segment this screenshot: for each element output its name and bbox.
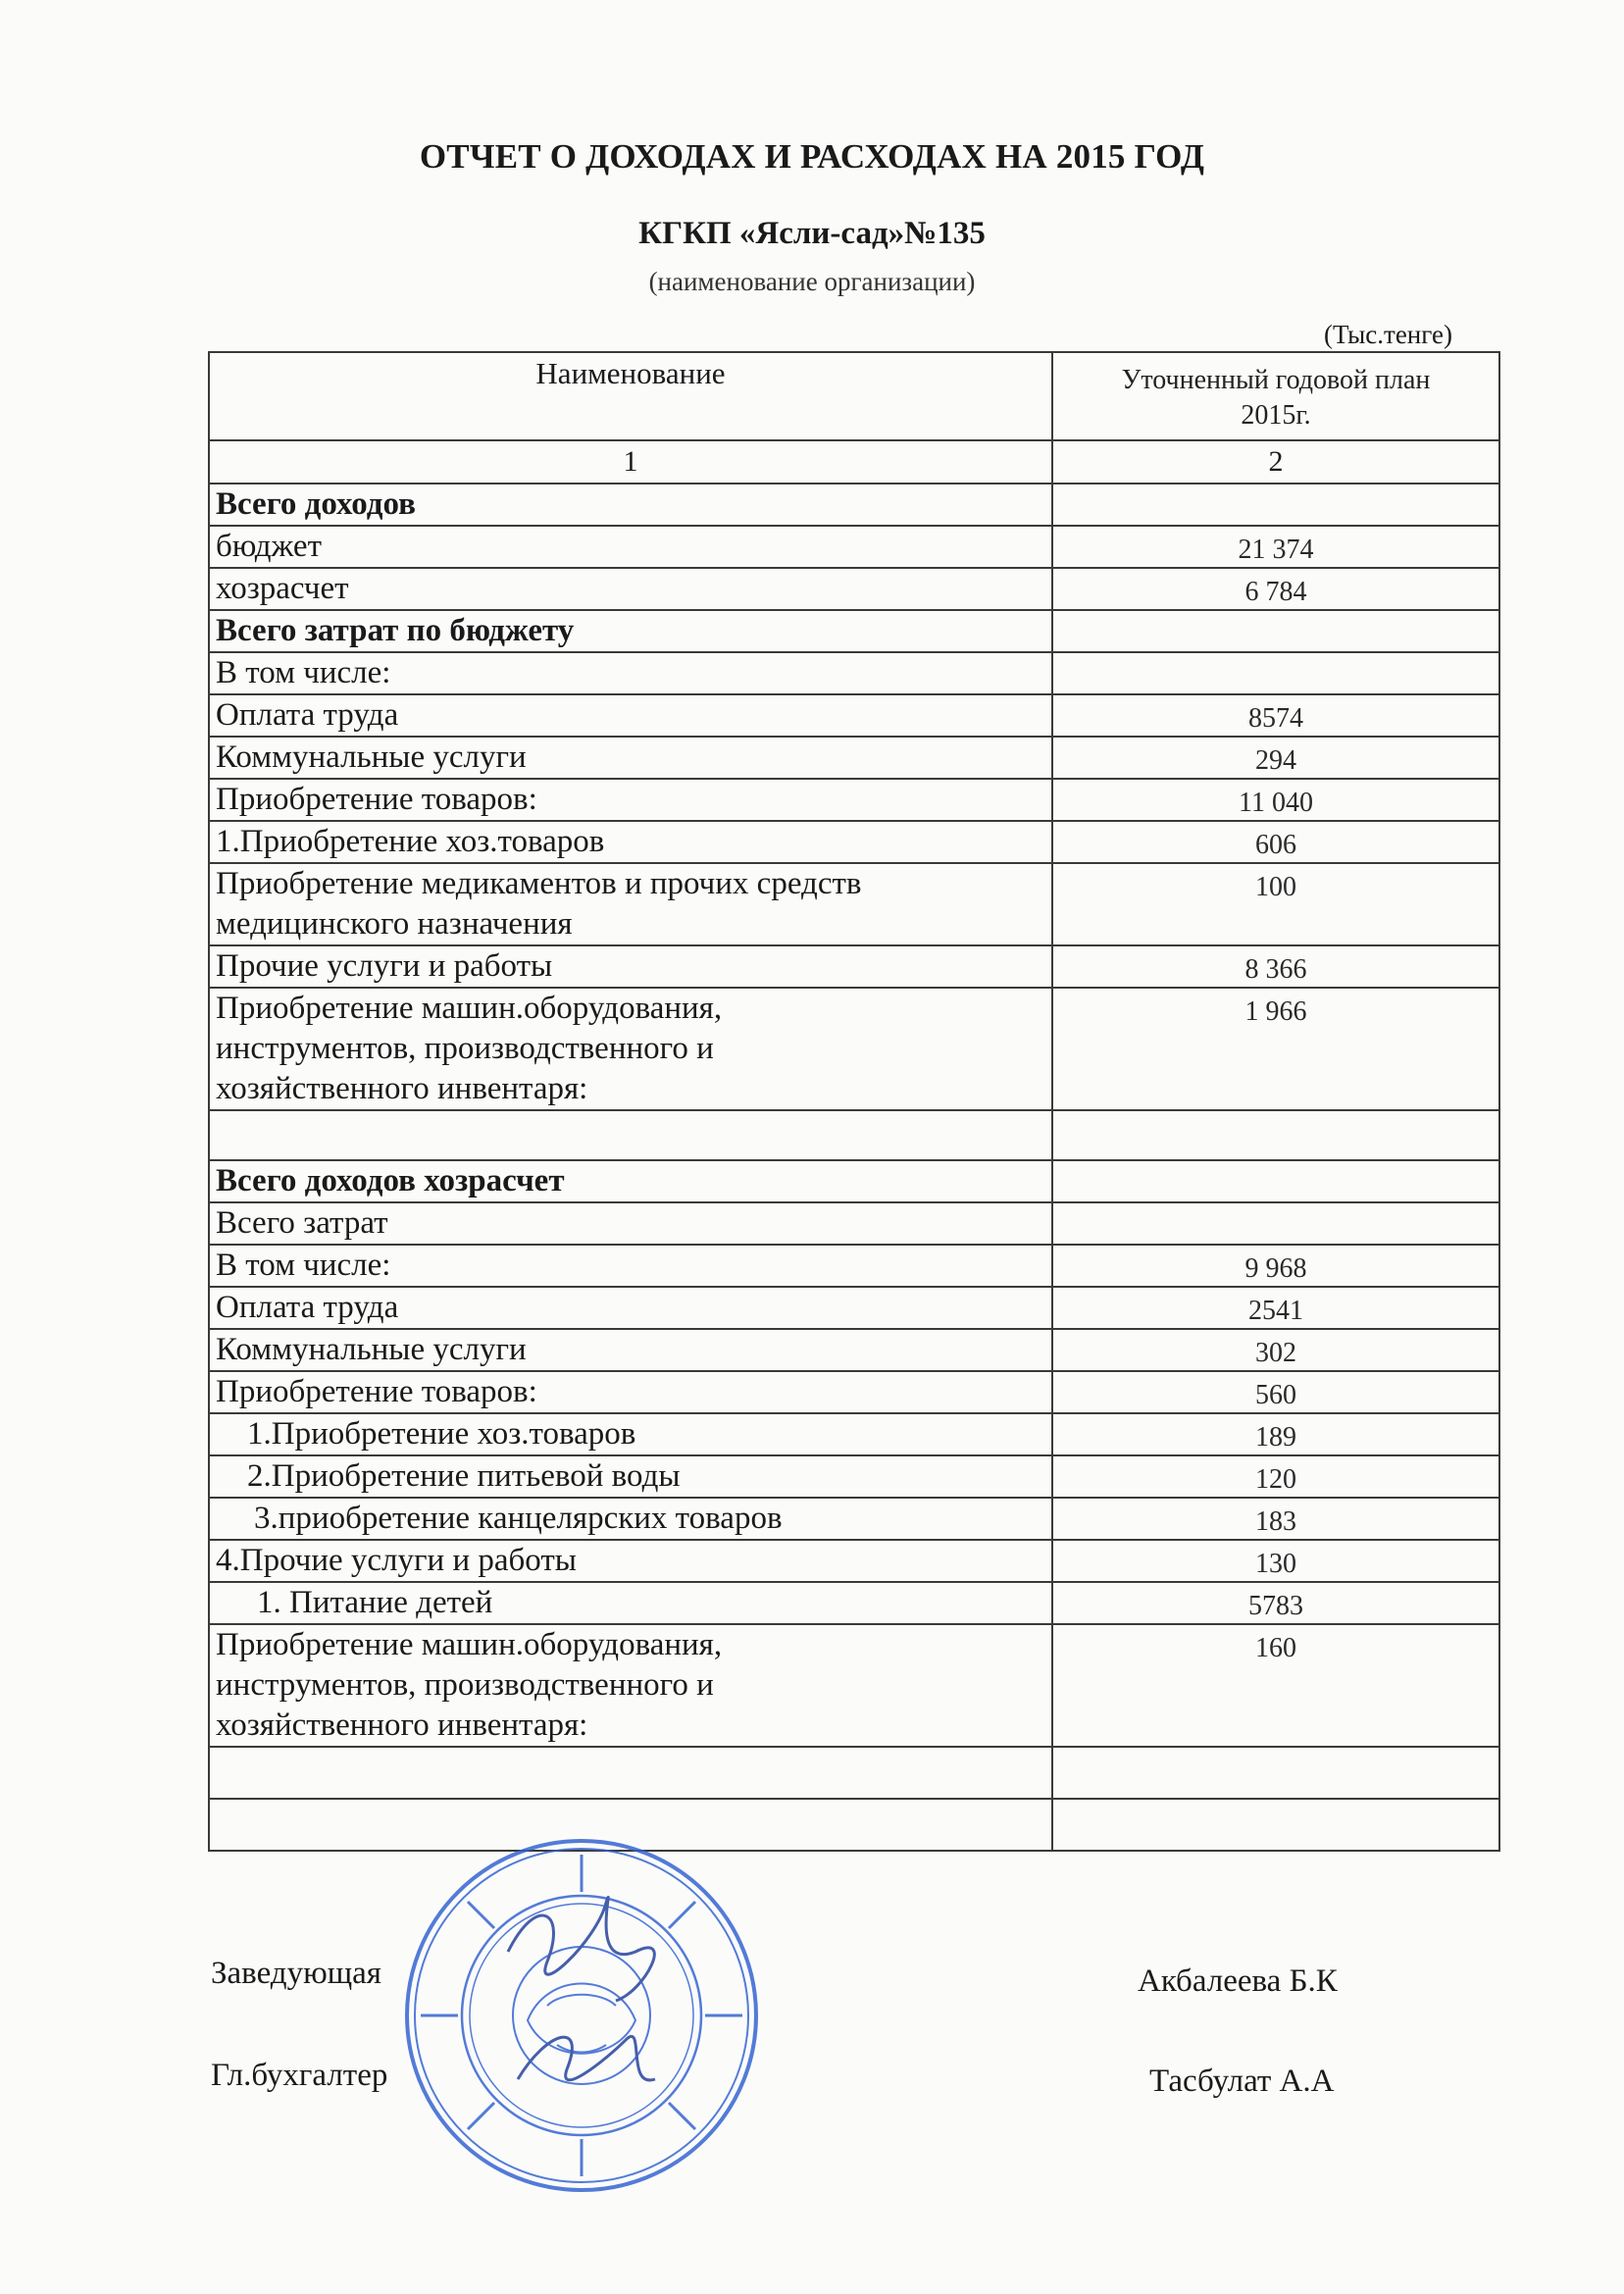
table-row (209, 1202, 1499, 1245)
row-name: 1. Питание детей (209, 1582, 1052, 1624)
row-name (209, 1624, 1052, 1747)
row-value: 6 784 (1052, 568, 1499, 610)
accountant-name: Тасбулат А.А (1149, 2064, 1335, 2099)
table-header-row (209, 352, 1499, 440)
head-name: Акбалеева Б.К (1138, 1963, 1338, 1999)
table-row (209, 1245, 1499, 1287)
row-value: 5783 (1052, 1582, 1499, 1624)
row-name: В том числе: (209, 652, 1052, 694)
row-name-line: инструментов, производственного и (216, 1667, 714, 1703)
row-name-line: хозяйственного инвентаря: (216, 1708, 588, 1743)
row-name: Всего затрат (209, 1202, 1052, 1245)
table-row (209, 1498, 1499, 1540)
row-value (1052, 484, 1499, 526)
table-row (209, 1413, 1499, 1455)
row-value: 100 (1052, 863, 1499, 945)
table-row (209, 694, 1499, 737)
row-name (209, 1747, 1052, 1799)
row-value (1052, 652, 1499, 694)
table-row (209, 945, 1499, 988)
row-name-line: Приобретение машин.оборудования, (216, 991, 723, 1026)
row-name: хозрасчет (209, 568, 1052, 610)
row-name: Всего доходов хозрасчет (209, 1160, 1052, 1202)
row-name: Оплата труда (209, 1287, 1052, 1329)
table-row (209, 484, 1499, 526)
table-row (209, 526, 1499, 568)
stamp-rings (407, 1841, 756, 2190)
table-row (209, 1624, 1499, 1747)
report-table (208, 351, 1500, 1852)
row-name-line: хозяйственного инвентаря: (216, 1071, 588, 1106)
row-name-line: медицинского назначения (216, 906, 573, 942)
table-row (209, 737, 1499, 779)
organization-name: КГКП «Ясли-сад»№135 (638, 216, 986, 251)
col-value-header-line2: 2015г. (1241, 400, 1311, 431)
table-row (209, 1160, 1499, 1202)
row-value (1052, 1799, 1499, 1851)
column-index-1: 1 (209, 440, 1052, 484)
row-name: Приобретение товаров: (209, 779, 1052, 821)
row-value: 189 (1052, 1413, 1499, 1455)
row-name (209, 988, 1052, 1110)
report-title: ОТЧЕТ О ДОХОДАХ И РАСХОДАХ НА 2015 ГОД (419, 137, 1205, 176)
row-name: 1.Приобретение хоз.товаров (209, 1413, 1052, 1455)
table-row (209, 568, 1499, 610)
head-role: Заведующая (211, 1956, 381, 1991)
row-value: 130 (1052, 1540, 1499, 1582)
row-value (1052, 610, 1499, 652)
row-value: 302 (1052, 1329, 1499, 1371)
row-name-line: Приобретение медикаментов и прочих средств (216, 866, 862, 901)
row-name: 4.Прочие услуги и работы (209, 1540, 1052, 1582)
row-value: 160 (1052, 1624, 1499, 1747)
row-name: Всего затрат по бюджету (209, 610, 1052, 652)
row-value: 120 (1052, 1455, 1499, 1498)
row-value: 2541 (1052, 1287, 1499, 1329)
row-name: Оплата труда (209, 694, 1052, 737)
row-name: В том числе: (209, 1245, 1052, 1287)
row-value: 11 040 (1052, 779, 1499, 821)
table-row (209, 1371, 1499, 1413)
row-value (1052, 1110, 1499, 1160)
stamp-ring-pattern (421, 1855, 742, 2176)
table-row (209, 1582, 1499, 1624)
row-value: 8 366 (1052, 945, 1499, 988)
row-value (1052, 1160, 1499, 1202)
table-row (209, 1329, 1499, 1371)
table-row (209, 863, 1499, 945)
table-row (209, 610, 1499, 652)
row-name: Коммунальные услуги (209, 737, 1052, 779)
row-name-line: Приобретение машин.оборудования, (216, 1627, 723, 1662)
table-row-empty (209, 1747, 1499, 1799)
col-value-header-line1: Уточненный годовой план (1121, 365, 1431, 395)
row-value: 294 (1052, 737, 1499, 779)
table-row (209, 652, 1499, 694)
row-name: 2.Приобретение питьевой воды (209, 1455, 1052, 1498)
row-value: 560 (1052, 1371, 1499, 1413)
organization-caption: (наименование организации) (648, 267, 976, 296)
row-value (1052, 1202, 1499, 1245)
row-name (209, 863, 1052, 945)
row-value: 606 (1052, 821, 1499, 863)
row-name: бюджет (209, 526, 1052, 568)
units-label: (Тыс.тенге) (1324, 320, 1452, 349)
row-name: Всего доходов (209, 484, 1052, 526)
col-name-header: Наименование (209, 352, 1052, 440)
table-row (209, 1455, 1499, 1498)
table-row (209, 821, 1499, 863)
table-row (209, 779, 1499, 821)
row-name: Прочие услуги и работы (209, 945, 1052, 988)
column-index-row (209, 440, 1499, 484)
row-name: Приобретение товаров: (209, 1371, 1052, 1413)
row-name: 3.приобретение канцелярских товаров (209, 1498, 1052, 1540)
table-row (209, 988, 1499, 1110)
table-row (209, 1540, 1499, 1582)
row-value: 21 374 (1052, 526, 1499, 568)
row-name: 1.Приобретение хоз.товаров (209, 821, 1052, 863)
row-value (1052, 1747, 1499, 1799)
table-row-empty (209, 1110, 1499, 1160)
organization-stamp (400, 1834, 763, 2197)
row-name-line: инструментов, производственного и (216, 1031, 714, 1066)
row-value: 9 968 (1052, 1245, 1499, 1287)
col-value-header (1052, 352, 1499, 440)
table-row (209, 1287, 1499, 1329)
row-name (209, 1110, 1052, 1160)
row-name: Коммунальные услуги (209, 1329, 1052, 1371)
row-value: 8574 (1052, 694, 1499, 737)
row-value: 183 (1052, 1498, 1499, 1540)
accountant-role: Гл.бухгалтер (211, 2058, 388, 2093)
row-value: 1 966 (1052, 988, 1499, 1110)
column-index-2: 2 (1052, 440, 1499, 484)
